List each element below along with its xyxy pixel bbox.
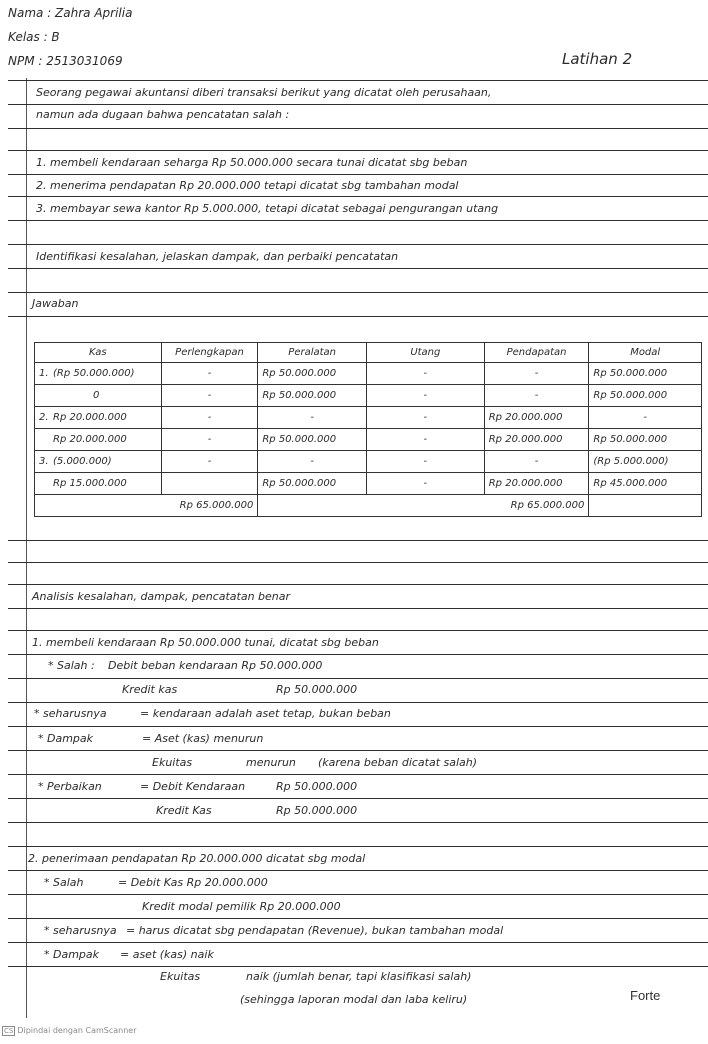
cell-kas: (5.000.000): [53, 456, 112, 467]
row-number: 3.: [39, 456, 49, 467]
part2-dampak-label: * Dampak: [44, 948, 100, 961]
cell-pendapatan: Rp 20.000.000: [484, 429, 589, 451]
col-peralatan: Peralatan: [258, 343, 367, 363]
cell-modal: Rp 45.000.000: [589, 473, 702, 495]
ruled-line: [8, 150, 708, 151]
table-row: [35, 473, 702, 495]
part1-perbaikan-debit-amount: Rp 50.000.000: [276, 780, 358, 793]
part2-salah-label: * Salah: [44, 876, 84, 889]
question-intro-line2: namun ada dugaan bahwa pencatatan salah :: [36, 108, 290, 121]
cell-peralatan: Rp 50.000.000: [258, 385, 367, 407]
ruled-line: [8, 584, 708, 585]
ruled-line: [8, 870, 708, 871]
cell-kas: (Rp 50.000.000): [53, 368, 135, 379]
student-name: Nama : Zahra Aprilia: [8, 6, 133, 20]
ruled-line: [8, 774, 708, 775]
ruled-line: [8, 918, 708, 919]
ruled-line: [8, 316, 708, 317]
cell-peralatan: Rp 50.000.000: [258, 473, 367, 495]
cell-kas: Rp 15.000.000: [53, 478, 127, 489]
ruled-line: [8, 562, 708, 563]
cell-utang: -: [366, 451, 484, 473]
question-item-1: 1. membeli kendaraan seharga Rp 50.000.000 secara tunai dicatat sbg beban: [36, 156, 468, 169]
part1-dampak-line2-c: (karena beban dicatat salah): [318, 756, 478, 769]
cell-perlengkapan: -: [161, 451, 258, 473]
cell-modal: -: [589, 407, 702, 429]
cell-perlengkapan: -: [161, 429, 258, 451]
ruled-line: [8, 630, 708, 631]
table-header-row: [35, 343, 702, 363]
cell-modal: (Rp 5.000.000): [589, 451, 702, 473]
question-item-2: 2. menerima pendapatan Rp 20.000.000 tetapi dicatat sbg tambahan modal: [36, 179, 459, 192]
ruled-line: [8, 966, 708, 967]
question-item-3: 3. membayar sewa kantor Rp 5.000.000, tetapi dicatat sebagai pengurangan utang: [36, 202, 499, 215]
table-cell: [35, 363, 162, 385]
cell-perlengkapan: -: [161, 407, 258, 429]
camscanner-icon: CS: [4, 1027, 14, 1035]
cell-pendapatan: Rp 20.000.000: [484, 473, 589, 495]
ruled-line: [8, 244, 708, 245]
ruled-line: [8, 798, 708, 799]
cell-utang: -: [366, 385, 484, 407]
ruled-line: [8, 726, 708, 727]
part1-title: 1. membeli kendaraan Rp 50.000.000 tunai, dicatat sbg beban: [32, 636, 379, 649]
student-class: Kelas : B: [8, 30, 60, 44]
part2-dampak-line1: = aset (kas) naik: [120, 948, 214, 961]
part1-salah-kredit: Kredit kas: [122, 683, 178, 696]
cell-perlengkapan: [161, 473, 258, 495]
part1-salah-debit: Debit beban kendaraan Rp 50.000.000: [108, 659, 323, 672]
part2-dampak-line3: (sehingga laporan modal dan laba keliru): [240, 993, 468, 1006]
part2-seharusnya-text: = harus dicatat sbg pendapatan (Revenue), bukan tambahan modal: [126, 924, 504, 937]
part2-dampak-line2-b: naik (jumlah benar, tapi klasifikasi salah): [246, 970, 472, 983]
row-number: 2.: [39, 412, 49, 423]
part1-dampak-line2-b: menurun: [246, 756, 296, 769]
part2-salah-debit: = Debit Kas Rp 20.000.000: [118, 876, 268, 889]
table-cell: [35, 473, 162, 495]
ruled-line: [8, 174, 708, 175]
part1-dampak-label: * Dampak: [38, 732, 94, 745]
ruled-line: [8, 750, 708, 751]
cell-kas: Rp 20.000.000: [53, 412, 127, 423]
part1-salah-kredit-amount: Rp 50.000.000: [276, 683, 358, 696]
page-title: Latihan 2: [562, 50, 633, 68]
ruled-line: [8, 80, 708, 81]
table-cell: [35, 385, 162, 407]
answer-label: Jawaban: [32, 297, 79, 310]
cell-peralatan: Rp 50.000.000: [258, 429, 367, 451]
ruled-line: [8, 608, 708, 609]
ruled-line: [8, 292, 708, 293]
accounting-table: [34, 342, 702, 517]
col-kas: Kas: [35, 343, 162, 363]
ruled-line: [8, 268, 708, 269]
table-row: [35, 429, 702, 451]
cell-modal: Rp 50.000.000: [589, 429, 702, 451]
part1-dampak-line1: = Aset (kas) menurun: [142, 732, 264, 745]
cell-modal: Rp 50.000.000: [589, 363, 702, 385]
col-pendapatan: Pendapatan: [484, 343, 589, 363]
part2-seharusnya-label: * seharusnya: [44, 924, 117, 937]
col-utang: Utang: [366, 343, 484, 363]
table-cell: [35, 429, 162, 451]
student-npm: NPM : 2513031069: [8, 54, 123, 68]
ruled-line: [8, 942, 708, 943]
ruled-line: [8, 128, 708, 129]
cell-perlengkapan: -: [161, 363, 258, 385]
cell-peralatan: -: [258, 407, 367, 429]
analysis-heading: Analisis kesalahan, dampak, pencatatan benar: [32, 590, 291, 603]
part1-salah-label: * Salah :: [48, 659, 95, 672]
table-row: [35, 407, 702, 429]
part1-seharusnya-text: = kendaraan adalah aset tetap, bukan beban: [140, 707, 391, 720]
table-row: [35, 385, 702, 407]
part1-perbaikan-kredit-amount: Rp 50.000.000: [276, 804, 358, 817]
table-row: [35, 363, 702, 385]
cell-pendapatan: -: [484, 451, 589, 473]
cell-utang: -: [366, 407, 484, 429]
ruled-line: [8, 846, 708, 847]
ruled-line: [8, 220, 708, 221]
col-perlengkapan: Perlengkapan: [161, 343, 258, 363]
row-number: 1.: [39, 368, 49, 379]
cell-utang: -: [366, 363, 484, 385]
part1-dampak-line2-a: Ekuitas: [152, 756, 193, 769]
cell-modal: Rp 50.000.000: [589, 385, 702, 407]
question-intro-line1: Seorang pegawai akuntansi diberi transaksi berikut yang dicatat oleh perusahaan,: [36, 86, 492, 99]
col-modal: Modal: [589, 343, 702, 363]
total-right: Rp 65.000.000: [258, 495, 589, 517]
cell-pendapatan: Rp 20.000.000: [484, 407, 589, 429]
part1-perbaikan-label: * Perbaikan: [38, 780, 102, 793]
cell-peralatan: Rp 50.000.000: [258, 363, 367, 385]
ruled-line: [8, 894, 708, 895]
ruled-line: [8, 196, 708, 197]
cell-pendapatan: -: [484, 385, 589, 407]
table-cell-empty: [589, 495, 702, 517]
cell-utang: -: [366, 429, 484, 451]
cell-kas: Rp 20.000.000: [53, 434, 127, 445]
part1-seharusnya-label: * seharusnya: [34, 707, 107, 720]
ruled-line: [8, 540, 708, 541]
cell-perlengkapan: -: [161, 385, 258, 407]
part2-salah-kredit: Kredit modal pemilik Rp 20.000.000: [142, 900, 341, 913]
brand-logo: Forte: [630, 988, 661, 1003]
part1-perbaikan-debit: = Debit Kendaraan: [140, 780, 246, 793]
part2-dampak-line2-a: Ekuitas: [160, 970, 201, 983]
cell-peralatan: -: [258, 451, 367, 473]
total-left: Rp 65.000.000: [35, 495, 258, 517]
table-cell: [35, 407, 162, 429]
table-row: [35, 451, 702, 473]
ruled-line: [8, 678, 708, 679]
margin-line: [26, 78, 27, 1018]
scanner-watermark: [2, 1026, 137, 1036]
scanner-text: Dipindai dengan CamScanner: [17, 1026, 137, 1035]
question-task: Identifikasi kesalahan, jelaskan dampak, dan perbaiki pencatatan: [36, 250, 399, 263]
ruled-line: [8, 104, 708, 105]
ruled-line: [8, 654, 708, 655]
cell-utang: -: [366, 473, 484, 495]
ruled-line: [8, 822, 708, 823]
part2-title: 2. penerimaan pendapatan Rp 20.000.000 dicatat sbg modal: [28, 852, 366, 865]
table-cell: [35, 451, 162, 473]
table-total-row: [35, 495, 702, 517]
cell-pendapatan: -: [484, 363, 589, 385]
ruled-line: [8, 702, 708, 703]
part1-perbaikan-kredit: Kredit Kas: [156, 804, 212, 817]
cell-kas: 0: [93, 390, 100, 401]
